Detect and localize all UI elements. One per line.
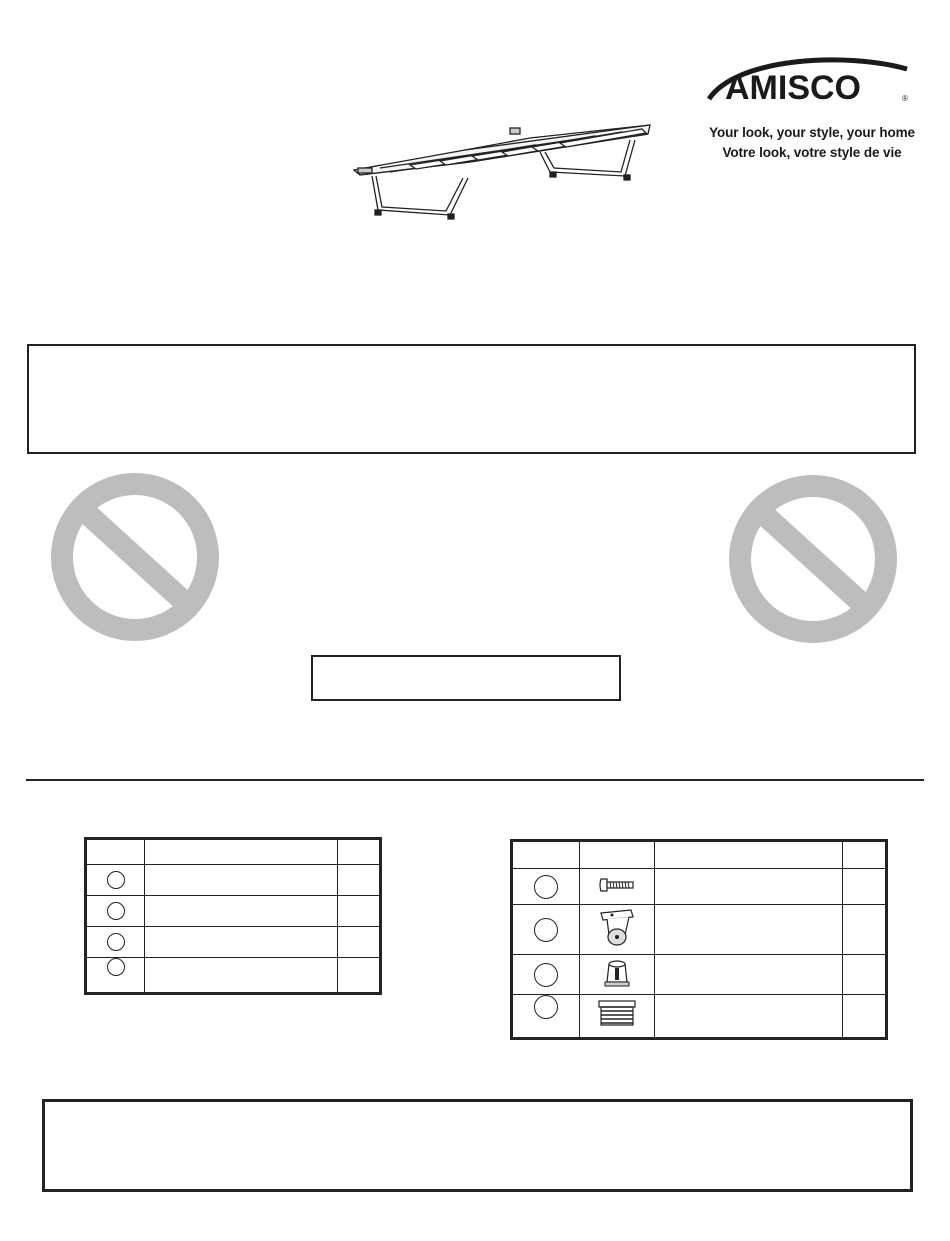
- hardware-qty: [843, 995, 887, 1039]
- table-row: [512, 869, 887, 905]
- hardware-header-image: [579, 841, 654, 869]
- tube-end-cap-icon: [592, 997, 642, 1033]
- hardware-description: [654, 955, 842, 995]
- table-row: [512, 905, 887, 955]
- tagline-english: Your look, your style, your home: [709, 125, 915, 140]
- caster-wheel-icon: [595, 907, 639, 949]
- leg-glide-icon: [600, 956, 634, 990]
- part-qty: [337, 865, 380, 896]
- prohibition-sign-right: [728, 474, 898, 649]
- hardware-id-circle: [534, 963, 558, 987]
- hardware-id-circle: [534, 918, 558, 942]
- registered-mark: ®: [902, 94, 908, 103]
- hardware-id-circle: [534, 875, 558, 899]
- section-divider: [26, 779, 924, 781]
- part-qty: [337, 958, 380, 994]
- parts-table: [84, 837, 382, 995]
- hardware-table: [510, 839, 888, 1040]
- part-id-circle: [107, 871, 125, 889]
- part-description: [145, 896, 337, 927]
- parts-header-id: [86, 839, 145, 865]
- part-qty: [337, 927, 380, 958]
- part-id-circle: [107, 902, 125, 920]
- hardware-description: [654, 995, 842, 1039]
- hardware-header-id: [512, 841, 580, 869]
- hardware-description: [654, 869, 842, 905]
- table-row: [86, 927, 381, 958]
- table-row: [86, 896, 381, 927]
- prohibition-sign-left: [50, 472, 220, 647]
- part-description: [145, 865, 337, 896]
- tagline-french: Votre look, votre style de vie: [722, 145, 902, 160]
- notice-box-top: [27, 344, 916, 454]
- notice-box-center: [311, 655, 621, 701]
- notice-box-bottom: [42, 1099, 913, 1192]
- table-row: [512, 955, 887, 995]
- table-row: [86, 958, 381, 994]
- part-qty: [337, 896, 380, 927]
- hardware-qty: [843, 955, 887, 995]
- hardware-description: [654, 905, 842, 955]
- brand-logo: [697, 47, 919, 117]
- hardware-qty: [843, 905, 887, 955]
- hardware-id-circle: [534, 995, 558, 1019]
- parts-header-description: [145, 839, 337, 865]
- brand-name: AMISCO: [725, 69, 861, 107]
- hardware-header-qty: [843, 841, 887, 869]
- part-description: [145, 958, 337, 994]
- part-id-circle: [107, 933, 125, 951]
- product-illustration: [350, 110, 660, 225]
- table-row: [86, 865, 381, 896]
- table-row: [512, 995, 887, 1039]
- parts-header-qty: [337, 839, 380, 865]
- screw-icon: [596, 873, 638, 897]
- part-description: [145, 927, 337, 958]
- part-id-circle: [107, 958, 125, 976]
- hardware-header-description: [654, 841, 842, 869]
- hardware-qty: [843, 869, 887, 905]
